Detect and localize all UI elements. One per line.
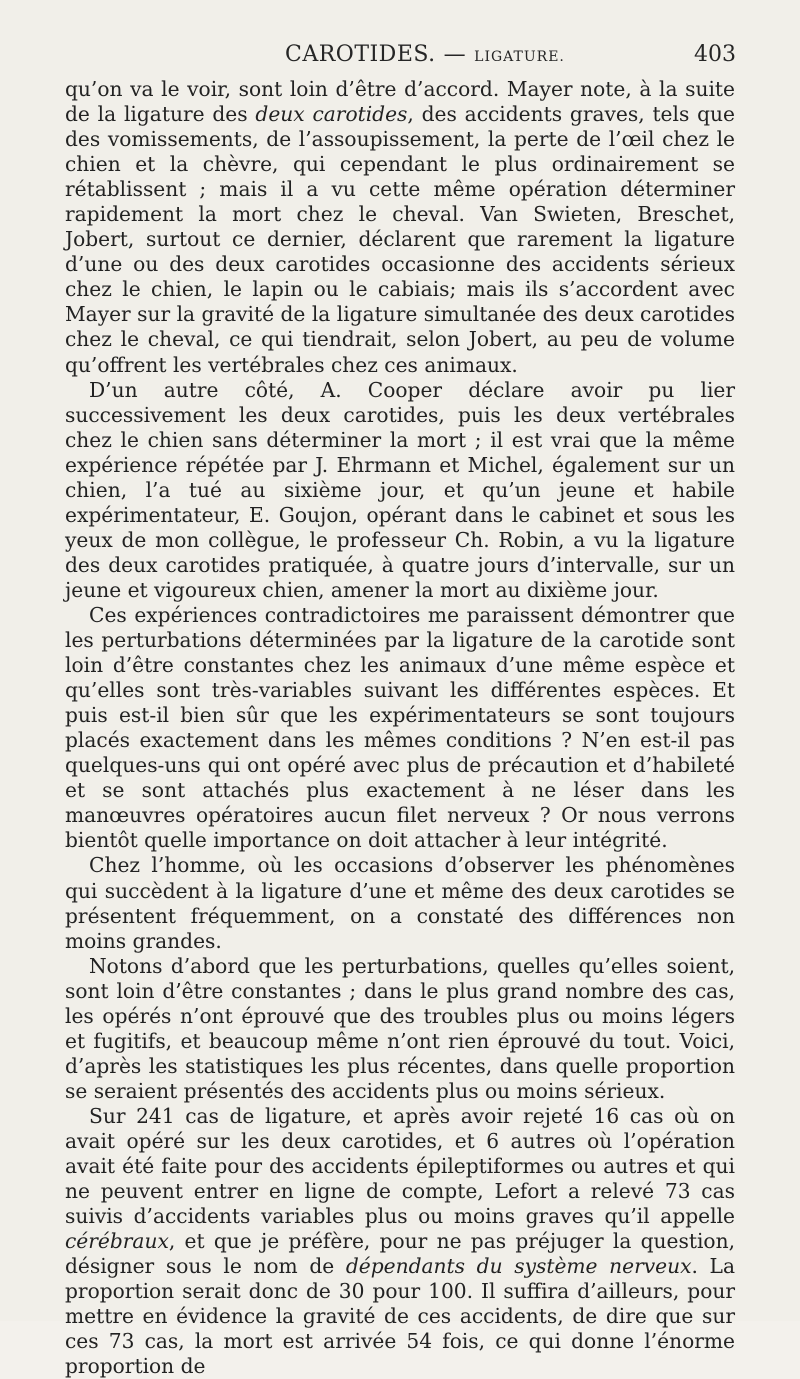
italic-term: dépendants du système nerveux [345, 1254, 692, 1279]
page-number: 403 [694, 42, 736, 67]
body-text [65, 77, 735, 1379]
paragraph-6: Sur 241 cas de ligature, et après avoir rejeté 16 cas où on avait opéré sur les deux carotides, et 6 autres où l’opération avait été faite pour des accidents épileptiformes ou autres et qui ne peuvent entrer en ligne de compte, Lefort a relevé 73 cas suivis d’accidents variables plus ou moins graves qu’il appelle cérébraux, et que je préfère, pour ne pas préjuger la question, désigner sous le nom de dépendants du système nerveux. La proportion serait donc de 30 pour 100. Il suffira d’ailleurs, pour mettre en évidence la gravité de ces accidents, de dire que sur ces 73 cas, la mort est arrivée 54 fois, ce qui donne l’énorme proportion de [65, 1103, 735, 1379]
title-sub: LIGATURE. [474, 49, 565, 65]
title-dash: — [443, 42, 467, 67]
running-header [60, 42, 740, 76]
paragraph-4: Chez l’homme, où les occasions d’observer les phénomènes qui succèdent à la ligature d’une et même des deux carotides se présentent fréquemment, on a constaté des différences non moins grandes. [65, 853, 735, 953]
running-title [285, 42, 565, 67]
paragraph-1: qu’on va le voir, sont loin d’être d’accord. Mayer note, à la suite de la ligature des deux carotides, des accidents graves, tels que des vomissements, de l’assoupissement, la perte de l’œil chez le chien et la chèvre, qui cependant le plus ordinairement se rétablissent ; mais il a vu cette même opération déterminer rapidement la mort chez le cheval. Van Swieten, Breschet, Jobert, surtout ce dernier, déclarent que rarement la ligature d’une ou des deux carotides occasionne des accidents sérieux chez le chien, le lapin ou le cabiais; mais ils s’accordent avec Mayer sur la gravité de la ligature simultanée des deux carotides chez le cheval, ce qui tiendrait, selon Jobert, au peu de volume qu’offrent les vertébrales chez ces animaux. [65, 77, 735, 377]
title-main: CAROTIDES. [285, 42, 436, 67]
italic-term: deux carotides [255, 102, 408, 127]
paragraph-2: D’un autre côté, A. Cooper déclare avoir pu lier successivement les deux carotides, puis les deux vertébrales chez le chien sans déterminer la mort ; il est vrai que la même expérience répétée par J. Ehrmann et Michel, également sur un chien, l’a tué au sixième jour, et qu’un jeune et habile expérimentateur, E. Goujon, opérant dans le cabinet et sous les yeux de mon collègue, le professeur Ch. Robin, a vu la ligature des deux carotides pratiquée, à quatre jours d’intervalle, sur un jeune et vigoureux chien, amener la mort au dixième jour. [65, 377, 735, 602]
paragraph-3: Ces expériences contradictoires me paraissent démontrer que les perturbations déterminées par la ligature de la carotide sont loin d’être constantes chez les animaux d’une même espèce et qu’elles sont très-variables suivant les différentes espèces. Et puis est-il bien sûr que les expérimentateurs se sont toujours placés exactement dans les mêmes conditions ? N’en est-il pas quelques-uns qui ont opéré avec plus de précaution et d’habileté et se sont attachés plus exactement à ne léser dans les manœuvres opératoires aucun filet nerveux ? Or nous verrons bientôt quelle importance on doit attacher à leur intégrité. [65, 602, 735, 853]
paragraph-5: Notons d’abord que les perturbations, quelles qu’elles soient, sont loin d’être constantes ; dans le plus grand nombre des cas, les opérés n’ont éprouvé que des troubles plus ou moins légers et fugitifs, et beaucoup même n’ont rien éprouvé du tout. Voici, d’après les statistiques les plus récentes, dans quelle proportion se seraient présentés des accidents plus ou moins sérieux. [65, 953, 735, 1103]
italic-term: cérébraux [65, 1229, 169, 1254]
